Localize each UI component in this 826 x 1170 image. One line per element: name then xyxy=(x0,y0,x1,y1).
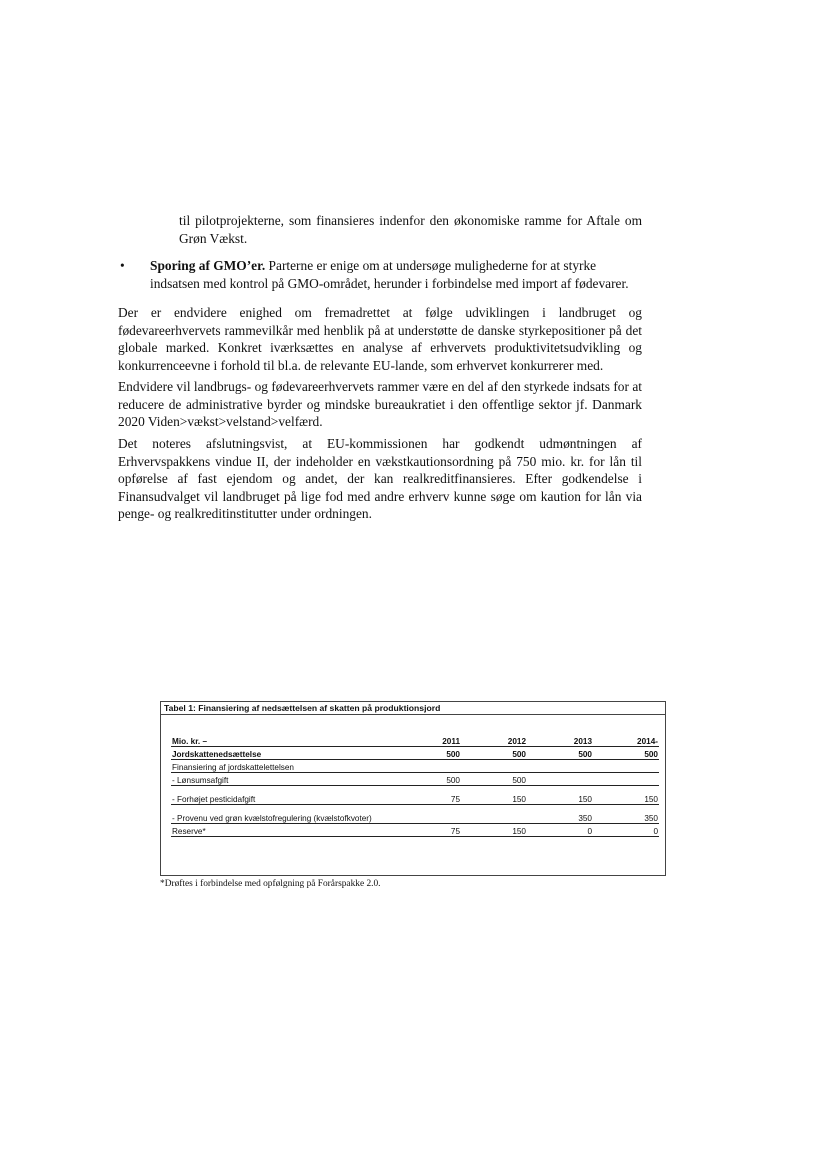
cell-2013 xyxy=(527,773,593,786)
cell-2013: 350 xyxy=(527,811,593,824)
cell-2011 xyxy=(395,811,461,824)
cell-2014 xyxy=(593,773,659,786)
table-footnote: *Drøftes i forbindelse med opfølgning på Forårspakke 2.0. xyxy=(160,879,381,889)
cell-2013: 500 xyxy=(527,747,593,760)
cell-2012: 500 xyxy=(461,747,527,760)
header-cell-2011: 2011 xyxy=(395,734,461,747)
cell-2012: 150 xyxy=(461,792,527,805)
cell-2012: 500 xyxy=(461,773,527,786)
table-row xyxy=(171,811,659,824)
row-label: Jordskattenedsættelse xyxy=(171,747,395,760)
row-label: - Forhøjet pesticidafgift xyxy=(171,792,395,805)
table-row xyxy=(171,824,659,837)
header-cell-2013: 2013 xyxy=(527,734,593,747)
row-label: Reserve* xyxy=(171,824,395,837)
bullet-title: Sporing af GMO’er. xyxy=(150,258,266,273)
table-row xyxy=(171,760,659,773)
cell-2012: 150 xyxy=(461,824,527,837)
header-cell-2014: 2014- xyxy=(593,734,659,747)
table-row xyxy=(171,773,659,786)
financing-table xyxy=(171,734,659,837)
paragraph-erhvervspakke: Det noteres afslutningsvist, at EU-kommissionen har godkendt udmøntningen af Erhvervspakkens vindue II, der indeholder en vækstkautionsordning på 750 mio. kr. for lån til opførelse af fast ejendom og andet, der kan realkreditfinansieres. Efter godkendelse i Finansudvalget vil landbruget på lige fod med andre erhverv kunne søge om kaution for lån via penge- og realkreditinstitutter under ordningen. xyxy=(118,436,642,521)
row-label: - Provenu ved grøn kvælstofregulering (kvælstofkvoter) xyxy=(171,811,395,824)
cell-2013: 150 xyxy=(527,792,593,805)
row-label: - Lønsumsafgift xyxy=(171,773,395,786)
bullet-marker: • xyxy=(120,258,125,273)
cell-2014: 150 xyxy=(593,792,659,805)
cell-2012 xyxy=(461,811,527,824)
continuation-paragraph: til pilotprojekterne, som finansieres indenfor den økonomiske ramme for Aftale om Grøn Vækst. xyxy=(179,213,642,246)
cell-2014: 350 xyxy=(593,811,659,824)
table-title: Tabel 1: Finansiering af nedsættelsen af skatten på produktionsjord xyxy=(161,702,665,715)
table-row xyxy=(171,747,659,760)
bullet-item-gmo xyxy=(150,257,642,292)
cell-2011: 500 xyxy=(395,747,461,760)
paragraph-rammevilkaar: Der er endvidere enighed om fremadrettet at følge udviklingen i landbruget og fødevareerhvervets rammevilkår med henblik på at understøtte de danske styrkepositioner på det globale marked. Konkret iværksættes en analyse af erhvervets produktivitetsudvikling og konkurrenceevne i forhold til bl.a. de relevante EU-lande, som erhvervet konkurrerer med. xyxy=(118,305,642,373)
financing-table-box xyxy=(160,701,666,876)
header-cell-label: Mio. kr. – xyxy=(171,734,395,747)
header-cell-2012: 2012 xyxy=(461,734,527,747)
cell-2013: 0 xyxy=(527,824,593,837)
table-header-row xyxy=(171,734,659,747)
cell-2011: 75 xyxy=(395,792,461,805)
cell-2011: 75 xyxy=(395,824,461,837)
cell-2014: 500 xyxy=(593,747,659,760)
bullet-body: Parterne er enige om at undersøge mulighederne for at styrke indsatsen med kontrol på GMO-området, herunder i forbindelse med import af fødevarer. xyxy=(150,258,629,291)
cell-2014: 0 xyxy=(593,824,659,837)
cell-2011: 500 xyxy=(395,773,461,786)
paragraph-administrative-byrder: Endvidere vil landbrugs- og fødevareerhvervets rammer være en del af den styrkede indsats for at reducere de administrative byrder og mindske bureaukratiet i den offentlige sektor jf. Danmark 2020 Viden>vækst>velstand>velfærd. xyxy=(118,379,642,429)
table-row xyxy=(171,792,659,805)
row-label: Finansiering af jordskattelettelsen xyxy=(171,760,395,773)
